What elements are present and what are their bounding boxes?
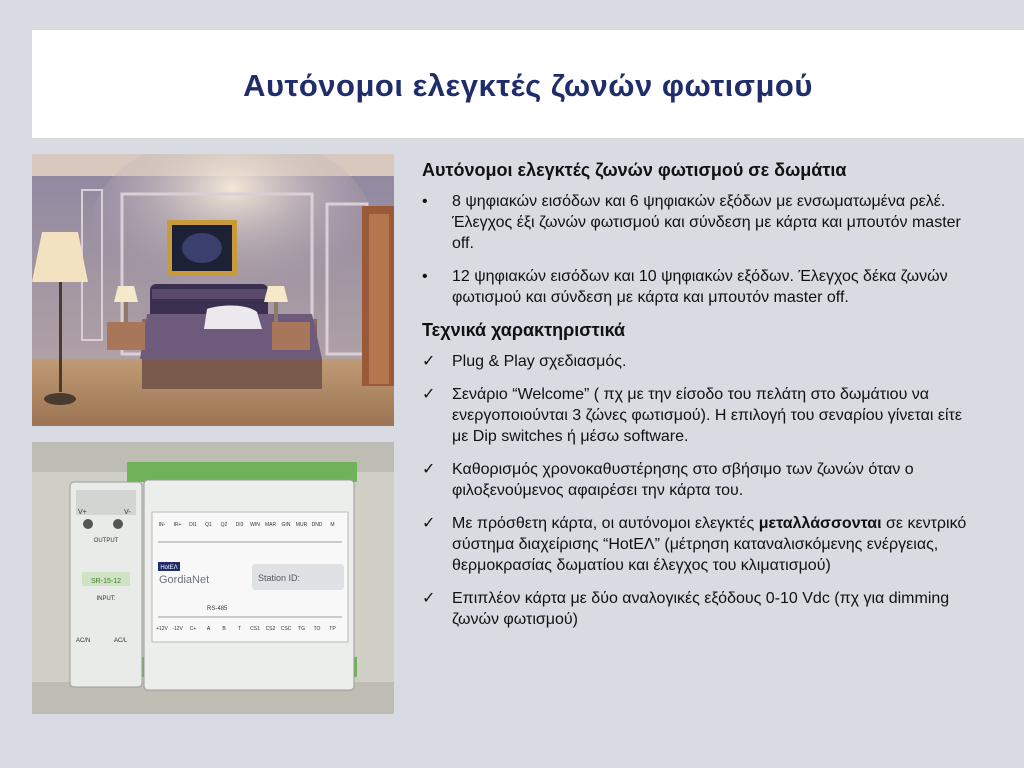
psu-terminal-vminus: V-	[124, 509, 131, 516]
terminal-bottom-10: TO	[313, 626, 321, 632]
list-item	[422, 459, 982, 501]
section-heading-rooms: Αυτόνομοι ελεγκτές ζωνών φωτισμού σε δωμάτια	[422, 160, 847, 180]
psu-terminal-vplus: V+	[78, 509, 87, 516]
bullet-icon: •	[422, 268, 428, 285]
terminal-bottom-4: B	[222, 626, 226, 632]
feature-list	[422, 191, 982, 308]
list-item-text-pre: Με πρόσθετη κάρτα, οι αυτόνομοι ελεγκτές	[452, 515, 759, 532]
check-icon: ✓	[422, 590, 436, 607]
psu-terminal-acl: AC/L	[114, 638, 128, 644]
terminal-top-1: IR+	[173, 522, 182, 528]
bus-label: RS-485	[207, 606, 228, 612]
terminal-bottom-6: CS1	[250, 626, 260, 632]
list-item-text: Επιπλέον κάρτα με δύο αναλογικές εξόδους 0-10 Vdc (πχ για dimming ζωνών φωτισμού)	[452, 590, 950, 628]
slide-title: Αυτόνομοι ελεγκτές ζωνών φωτισμού	[243, 68, 813, 103]
check-icon: ✓	[422, 461, 436, 478]
brand-label: GordiaNet	[159, 574, 210, 586]
list-item-text: 8 ψηφιακών εισόδων και 6 ψηφιακών εξόδων με ενσωματωμένα ρελέ. Έλεγχος έξι ζωνών φωτισμού και σύνδεση με κάρτα και μπουτόν master off.	[452, 193, 961, 252]
list-item	[422, 266, 982, 308]
title-bar	[32, 30, 1024, 138]
terminal-top-4: Q2	[220, 522, 228, 528]
check-icon: ✓	[422, 353, 436, 370]
terminal-top-2: DI1	[189, 522, 197, 528]
section-heading-specs: Τεχνικά χαρακτηριστικά	[422, 320, 626, 340]
terminal-top-0: IN-	[158, 522, 166, 528]
terminal-bottom-5: T	[237, 626, 242, 632]
list-item-text-bold: μεταλλάσσονται	[758, 515, 882, 532]
terminal-bottom-7: CS2	[265, 626, 276, 632]
list-item	[422, 588, 982, 630]
terminal-top-7: MAR	[264, 522, 277, 528]
list-item	[422, 513, 982, 576]
terminal-bottom-2: C+	[189, 626, 197, 632]
hotel-label: HotEΛ	[160, 565, 178, 571]
list-item-text-post: σε κεντρικό σύστημα διαχείρισης “HotΕΛ” (μέτρηση καταναλισκόμενης ενέργειας, θερμοκρασίας δωματίου και έλεγχος του κλιματισμού)	[452, 515, 967, 574]
terminal-top-11: M	[330, 522, 335, 528]
psu-input-label: INPUT:	[96, 596, 116, 602]
station-id-label: Station ID:	[258, 573, 301, 583]
bullet-icon: •	[422, 193, 428, 210]
terminal-bottom-1: -12V	[172, 626, 183, 632]
check-icon: ✓	[422, 386, 436, 403]
terminal-top-6: WIN	[250, 522, 260, 528]
list-item	[422, 384, 982, 447]
hotel-room-photo	[32, 154, 394, 426]
terminal-top-5: DI3	[235, 522, 244, 528]
list-item	[422, 351, 982, 372]
terminal-top-8: GIN	[281, 522, 291, 528]
terminal-bottom-0: +12V	[156, 626, 168, 632]
list-item-text: Σενάριο “Welcome” ( πχ με την είσοδο του πελάτη στο δωμάτιου να ενεργοποιούνται 3 ζώνες φωτισμού). Η επιλογή του σεναρίου γίνεται είτε με Dip switches ή μέσω software.	[452, 386, 962, 445]
content	[422, 160, 982, 642]
nightstand-left	[107, 322, 145, 350]
terminal-bottom-11: TP	[329, 626, 336, 632]
spec-list	[422, 351, 982, 630]
check-icon: ✓	[422, 515, 436, 532]
psu-output-label: OUTPUT	[93, 538, 119, 544]
terminal-bottom-3: A	[206, 626, 211, 632]
terminal-bottom-9: TG	[298, 626, 305, 632]
psu-model-label: SR-15-12	[91, 578, 121, 585]
controller-device-photo	[32, 442, 394, 714]
list-item-text: Καθορισμός χρονοκαθυστέρησης στο σβήσιμο των ζωνών όταν ο φιλοξενούμενος αφαιρέσει την κάρτα του.	[452, 461, 914, 499]
terminal-top-10: DND	[311, 522, 323, 528]
list-item	[422, 191, 982, 254]
list-item-text: Plug & Play σχεδιασμός.	[452, 353, 627, 370]
terminal-bottom-8: CSC	[280, 626, 292, 632]
terminal-top-3: Q1	[205, 522, 212, 528]
psu-terminal-acn: AC/N	[76, 638, 91, 644]
terminal-top-9: MUR	[295, 522, 308, 528]
list-item-text: 12 ψηφιακών εισόδων και 10 ψηφιακών εξόδων. Έλεγχος δέκα ζωνών φωτισμού και σύνδεση με κάρτα και μπουτόν master off.	[452, 268, 948, 306]
